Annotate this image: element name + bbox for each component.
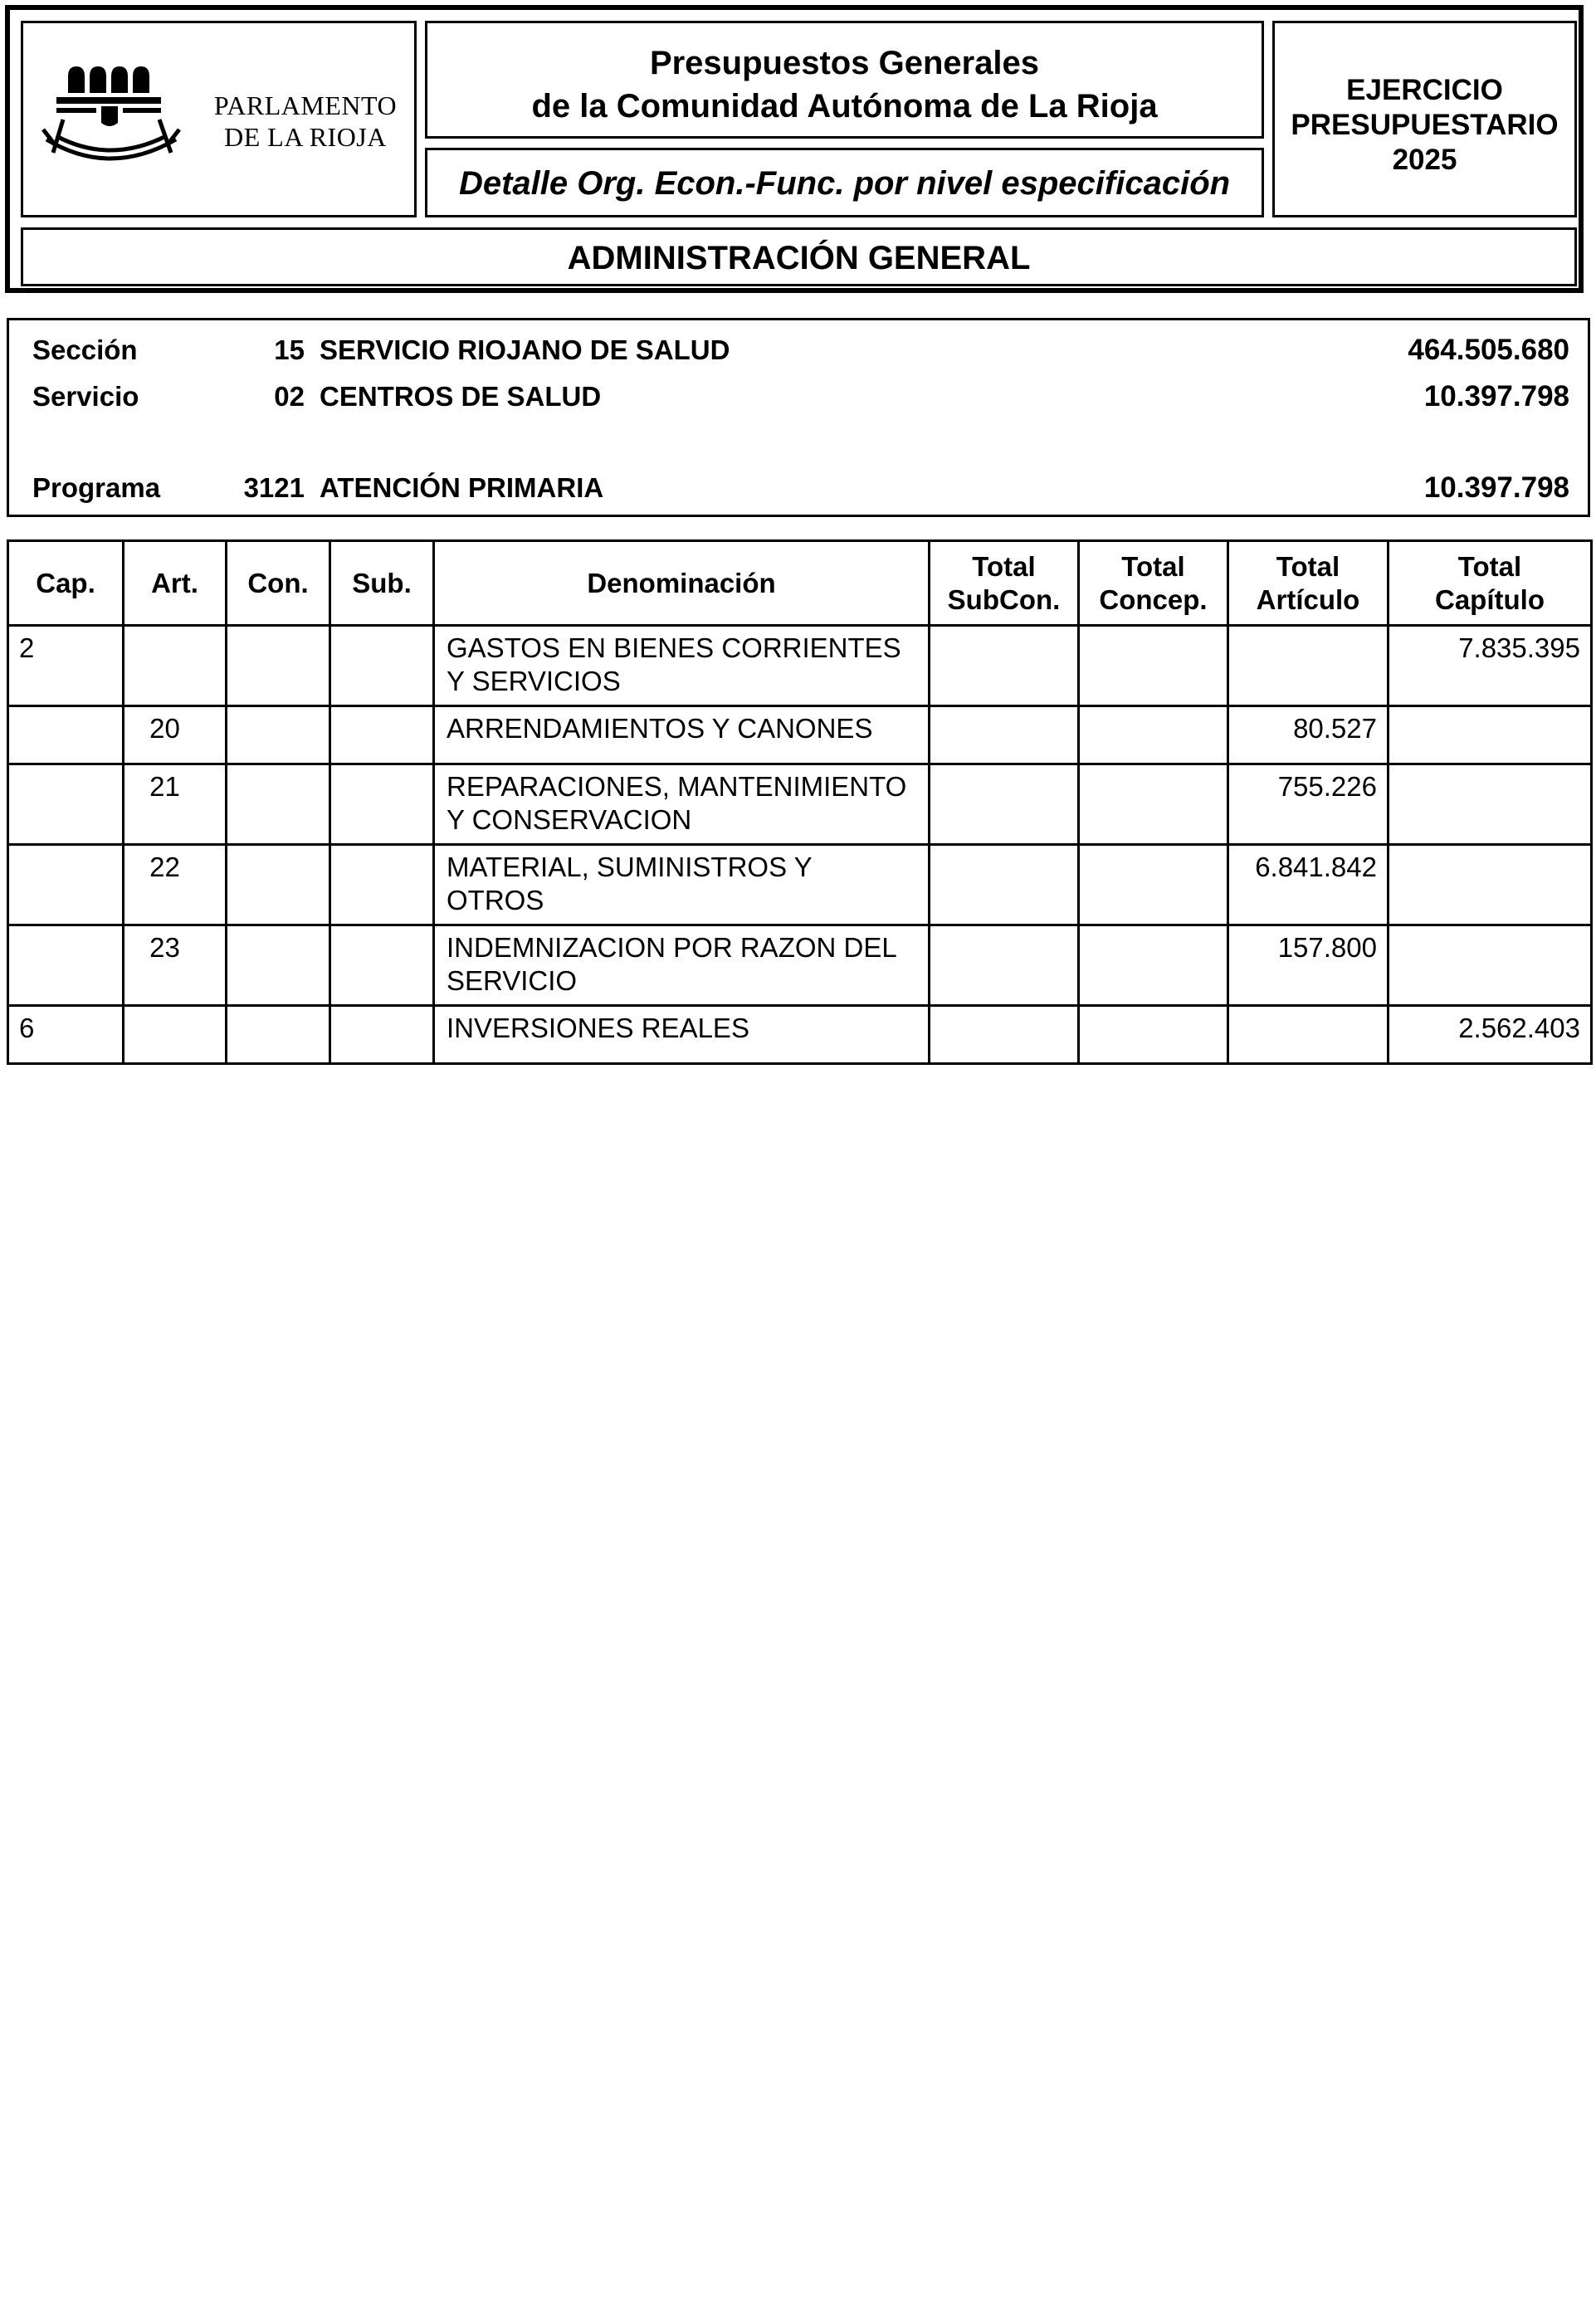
cell-total-articulo: 157.800 [1228,925,1389,1006]
administration-box [21,227,1577,286]
budget-title-line-1: Presupuestos Generales [649,45,1040,81]
cell-total-subcon [930,845,1079,925]
col-header-total-articulo-line-1: Total [1276,550,1340,582]
cell-art [124,1006,227,1064]
seccion-name: SERVICIO RIOJANO DE SALUD [320,334,730,365]
parlamento-emblem-icon [38,53,196,186]
fiscal-year-line-2: PRESUPUESTARIO [1291,109,1559,141]
table-row [8,626,1592,706]
cell-sub [330,626,434,706]
table-row [8,764,1592,845]
col-header-total-articulo [1228,541,1389,626]
cell-art: 20 [124,706,227,764]
col-header-total-articulo-line-2: Artículo [1256,583,1360,615]
cell-denominacion [434,1006,930,1064]
col-header-total-subcon-line-2: SubCon. [947,583,1061,615]
cell-total-subcon [930,706,1079,764]
cell-sub [330,764,434,845]
budget-title [427,41,1262,128]
col-header-cap: Cap. [8,541,124,626]
seccion-label: Sección [32,334,138,365]
cell-total-capitulo [1389,706,1592,764]
cell-total-concep [1079,626,1228,706]
cell-total-concep [1079,925,1228,1006]
cell-total-concep [1079,764,1228,845]
col-header-total-concep-line-2: Concep. [1099,583,1208,615]
denominacion-line-1: MATERIAL, SUMINISTROS Y [447,852,813,882]
cell-total-articulo: 80.527 [1228,706,1389,764]
programa-label: Programa [32,472,161,503]
programa-row [9,469,1588,507]
cell-total-articulo [1228,626,1389,706]
cell-total-capitulo: 7.835.395 [1389,626,1592,706]
seccion-row [9,331,1588,369]
fiscal-year [1275,73,1574,178]
denominacion-line-1: REPARACIONES, MANTENIMIENTO [447,771,907,802]
organization-info [7,318,1590,517]
cell-cap [8,764,124,845]
cell-con [227,706,330,764]
servicio-amount: 10.397.798 [1423,380,1569,412]
cell-total-subcon [930,626,1079,706]
denominacion-line-2: SERVICIO [447,965,578,996]
col-header-denominacion: Denominación [434,541,930,626]
cell-con [227,1006,330,1064]
cell-denominacion [434,764,930,845]
cell-art: 21 [124,764,227,845]
cell-denominacion [434,706,930,764]
fiscal-year-line-1: EJERCICIO [1346,74,1503,106]
cell-total-subcon [930,764,1079,845]
col-header-total-concep-line-1: Total [1121,550,1185,582]
denominacion-line-1: GASTOS EN BIENES CORRIENTES [447,632,901,663]
denominacion-line-2: OTROS [447,885,544,915]
cell-sub [330,925,434,1006]
cell-con [227,925,330,1006]
cell-total-subcon [930,1006,1079,1064]
cell-sub [330,845,434,925]
cell-total-concep [1079,1006,1228,1064]
col-header-total-concep [1079,541,1228,626]
cell-cap: 2 [8,626,124,706]
table-row [8,845,1592,925]
logo-line-1: PARLAMENTO [213,90,398,120]
fiscal-year-box [1272,21,1577,217]
servicio-label: Servicio [32,381,139,412]
table-header-row [8,541,1592,626]
programa-amount: 10.397.798 [1423,471,1569,504]
cell-total-capitulo [1389,764,1592,845]
cell-con [227,845,330,925]
report-subtitle: Detalle Org. Econ.-Func. por nivel especificación [458,165,1231,202]
denominacion-line-1: INDEMNIZACION POR RAZON DEL [447,932,897,963]
cell-cap [8,706,124,764]
seccion-amount: 464.505.680 [1408,334,1569,366]
cell-cap: 6 [8,1006,124,1064]
cell-cap [8,925,124,1006]
col-header-sub: Sub. [330,541,434,626]
denominacion-line-2: Y SERVICIOS [447,666,621,696]
cell-con [227,764,330,845]
logo-box [21,21,417,217]
cell-art: 22 [124,845,227,925]
servicio-row [9,378,1588,416]
cell-denominacion [434,925,930,1006]
cell-total-capitulo [1389,845,1592,925]
cell-total-articulo: 755.226 [1228,764,1389,845]
seccion-code: 15 [274,334,305,365]
programa-name: ATENCIÓN PRIMARIA [320,472,604,503]
table-row [8,706,1592,764]
cell-denominacion [434,626,930,706]
administration-title: ADMINISTRACIÓN GENERAL [567,240,1031,276]
denominacion-line-1: INVERSIONES REALES [447,1013,749,1043]
cell-art: 23 [124,925,227,1006]
servicio-name: CENTROS DE SALUD [320,381,602,412]
cell-total-concep [1079,845,1228,925]
col-header-art: Art. [124,541,227,626]
denominacion-line-2: Y CONSERVACION [447,804,692,835]
cell-total-subcon [930,925,1079,1006]
cell-cap [8,845,124,925]
col-header-total-capitulo [1389,541,1592,626]
cell-total-concep [1079,706,1228,764]
cell-total-capitulo [1389,925,1592,1006]
denominacion-line-1: ARRENDAMIENTOS Y CANONES [447,713,873,744]
document-header [5,5,1584,293]
report-subtitle-box [425,148,1264,217]
col-header-total-subcon [930,541,1079,626]
cell-sub [330,706,434,764]
cell-con [227,626,330,706]
cell-denominacion [434,845,930,925]
cell-total-articulo: 6.841.842 [1228,845,1389,925]
logo-line-2: DE LA RIOJA [224,122,387,152]
fiscal-year-value: 2025 [1392,144,1457,176]
cell-sub [330,1006,434,1064]
budget-title-line-2: de la Comunidad Autónoma de La Rioja [531,88,1158,124]
budget-title-box [425,21,1264,139]
cell-total-capitulo: 2.562.403 [1389,1006,1592,1064]
cell-art [124,626,227,706]
parlamento-logo-text [202,90,409,153]
programa-code: 3121 [243,472,305,503]
col-header-total-capitulo-line-1: Total [1457,550,1522,582]
cell-total-articulo [1228,1006,1389,1064]
col-header-total-subcon-line-1: Total [972,550,1036,582]
col-header-total-capitulo-line-2: Capítulo [1435,583,1545,615]
table-row [8,1006,1592,1064]
col-header-con: Con. [227,541,330,626]
table-row [8,925,1592,1006]
budget-table [7,539,1593,1065]
servicio-code: 02 [274,381,305,412]
